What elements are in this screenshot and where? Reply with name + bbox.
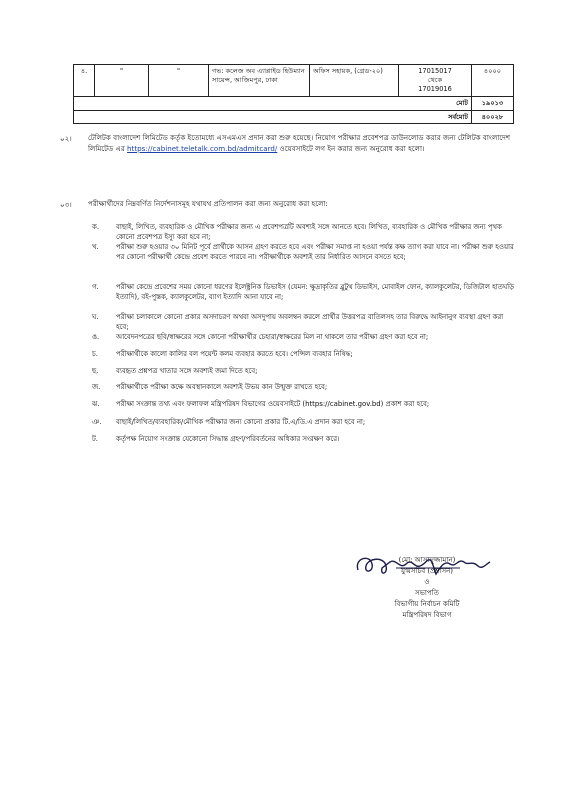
signatory-committee: বিভাগীয় নির্বাচন কমিটি bbox=[394, 600, 460, 608]
signatory-and: ও bbox=[424, 578, 430, 586]
row-ditto-2: " bbox=[149, 65, 209, 97]
instruction-text: পরীক্ষার্থীকে পরীক্ষা কক্ষে অবস্থানকালে অবশ্যই উভয় কান উন্মুক্ত রাখতে হবে; bbox=[116, 383, 328, 391]
instruction-marker: খ. bbox=[92, 243, 99, 251]
signature-block bbox=[352, 555, 502, 621]
row-roll-range bbox=[399, 65, 472, 97]
grand-total-row bbox=[74, 110, 514, 124]
instruction-text: ব্যবহৃত প্রশ্নপত্র খাতার সঙ্গে অবশ্যই জমা দিতে হবে; bbox=[116, 367, 258, 375]
para3-number: ০৩। bbox=[60, 200, 72, 209]
instruction-text: বাছাই/লিখিত/ব্যবহারিক/মৌখিক পরীক্ষার জন্য কোনো প্রকার টি.এ/ডি.এ প্রদান করা হবে না; bbox=[116, 418, 366, 426]
instruction-marker: ক. bbox=[92, 223, 100, 231]
instruction-marker: ছ. bbox=[92, 367, 99, 375]
signatory-role: সভাপতি bbox=[415, 589, 439, 597]
instruction-marker: ঘ. bbox=[92, 313, 99, 321]
row-ditto-1: " bbox=[95, 65, 149, 97]
instruction-text: পরীক্ষা শুরু হওয়ার ৩০ মিনিট পূর্বে প্রার্থীকে আসন গ্রহণ করতে হবে এবং পরীক্ষা সমাপ্ত না হওয়া পর্যন্ত কক্ষ ত্যাগ করা যাবে না। পরীক্ষা শুরু হওয়ার পর কোনো পরীক্ষার্থী কেন্দ্রে প্রবেশ করতে পারবে না। পরীক্ষার্থীকে অবশ্যই তার নির্ধারিত আসনে বসতে হবে; bbox=[116, 243, 514, 262]
signatory-division: মন্ত্রিপরিষদ বিভাগ bbox=[402, 611, 452, 619]
instruction-text: পরীক্ষার্থীকে কালো কালির বল পয়েন্ট কলম ব্যবহার করতে হবে। পেন্সিল ব্যবহার নিষিদ্ধ; bbox=[116, 350, 353, 358]
signatory-name: (মো: আসাদুজ্জামান) bbox=[398, 556, 456, 564]
instruction-marker: ট. bbox=[92, 435, 98, 443]
instruction-text: আবেদনপত্রের ছবি/স্বাক্ষরের সঙ্গে কোনো পরীক্ষার্থীর চেহারা/স্বাক্ষরের মিল না থাকলে তার পরীক্ষা গ্রহণ করা হবে না; bbox=[116, 333, 429, 341]
table-row bbox=[74, 65, 514, 97]
para2-text bbox=[88, 133, 516, 154]
row-post: অফিস সহায়ক, (গ্রেড-২০) bbox=[310, 65, 399, 97]
roll-mid: থেকে bbox=[427, 75, 443, 84]
instruction-marker: ঞ. bbox=[92, 418, 102, 426]
grand-total-label: সর্বমোট bbox=[74, 110, 472, 124]
instruction-marker: জ. bbox=[92, 383, 101, 391]
total-value: ১৯০১৩ bbox=[472, 96, 514, 110]
row-institute: গভ: কলেজ অব এ্যাপ্লাইড হিউম্যান সায়েন্স, আজিমপুর, ঢাকা bbox=[209, 65, 310, 97]
para3-intro: পরীক্ষার্থীদের নিম্নবর্ণিত নির্দেশনাসমূহ যথাযথ প্রতিপালন করা জন্য অনুরোধ করা হলো: bbox=[88, 199, 328, 208]
instruction-text: পরীক্ষা কেন্দ্রে প্রবেশের সময় কোনো ধরণের ইলেক্ট্রনিক ডিভাইস (যেমন: ক্ষুদ্রাকৃতির ব্লুটুথ ডিভাইস, মোবাইল ফোন, ক্যালকুলেটর, ডিজিটাল হাতঘড়ি ইত্যাদি), বই-পুস্তক, ক্যালকুলেটর, ব্যাগ ইত্যাদি আনা যাবে না; bbox=[116, 283, 515, 302]
para2-text-before: টেলিটক বাংলাদেশ লিমিটেড কর্তৃক ইতোমধ্যে এসএমএস প্রদান করা শুরু হয়েছে। নিয়োগ পরীক্ষার প্রবেশপত্র ডাউনলোড করার জন্য টেলিটক বাংলাদেশ লিমিটেড এর bbox=[88, 133, 511, 153]
row-count: ৪০০০ bbox=[472, 65, 514, 97]
allocation-table bbox=[73, 64, 514, 124]
para2-text-after: ওয়েবসাইটে লগ ইন করার জন্য অনুরোধ করা হলো। bbox=[279, 143, 425, 153]
instruction-marker: চ. bbox=[92, 350, 98, 358]
instruction-text: বাছাই, লিখিত, ব্যবহারিক ও মৌখিক পরীক্ষার জন্য এ প্রবেশপত্রটি অবশ্যই সঙ্গে আনতে হবে। লিখিত, ব্যবহারিক ও মৌখিক পরীক্ষার জন্য পৃথক কোনো প্রবেশপত্র ইস্যু করা হবে না; bbox=[116, 223, 502, 242]
instruction-marker: ঝ. bbox=[92, 400, 100, 408]
roll-to: 17019016 bbox=[418, 84, 452, 93]
instruction-marker: ঙ. bbox=[92, 333, 100, 341]
instruction-text: পরীক্ষা সংক্রান্ত তথ্য এবং ফলাফল মন্ত্রিপরিষদ বিভাগের ওয়েবসাইটে (https://cabinet.gov.bd) প্রকাশ করা হবে; bbox=[116, 400, 430, 408]
total-label: মোট bbox=[74, 96, 472, 110]
instruction-marker: গ. bbox=[92, 283, 99, 291]
para2-number: ০২। bbox=[60, 134, 72, 143]
instruction-text: পরীক্ষা চলাকালে কোনো প্রকার অসদাচরণ অথবা অসদুপায় অবলম্বন করলে প্রার্থীর উত্তরপত্র বাতিলসহ তার বিরুদ্ধে আইনানুগ ব্যবস্থা গ্রহণ করা হবে; bbox=[116, 313, 504, 332]
row-index: ৪. bbox=[74, 65, 95, 97]
signatory-title: যুগ্মসচিব (প্রশাসন) bbox=[400, 567, 454, 575]
instruction-text: কর্তৃপক্ষ নিয়োগ সংক্রান্ত যেকোনো সিদ্ধান্ত গ্রহণ/পরিবর্তনের অধিকার সংরক্ষণ করে। bbox=[116, 435, 340, 443]
total-row bbox=[74, 96, 514, 110]
grand-total-value: ৪০০২৮ bbox=[472, 110, 514, 124]
admitcard-link[interactable]: https://cabinet.teletalk.com.bd/admitcard/ bbox=[127, 143, 278, 153]
roll-from: 17015017 bbox=[418, 67, 452, 75]
